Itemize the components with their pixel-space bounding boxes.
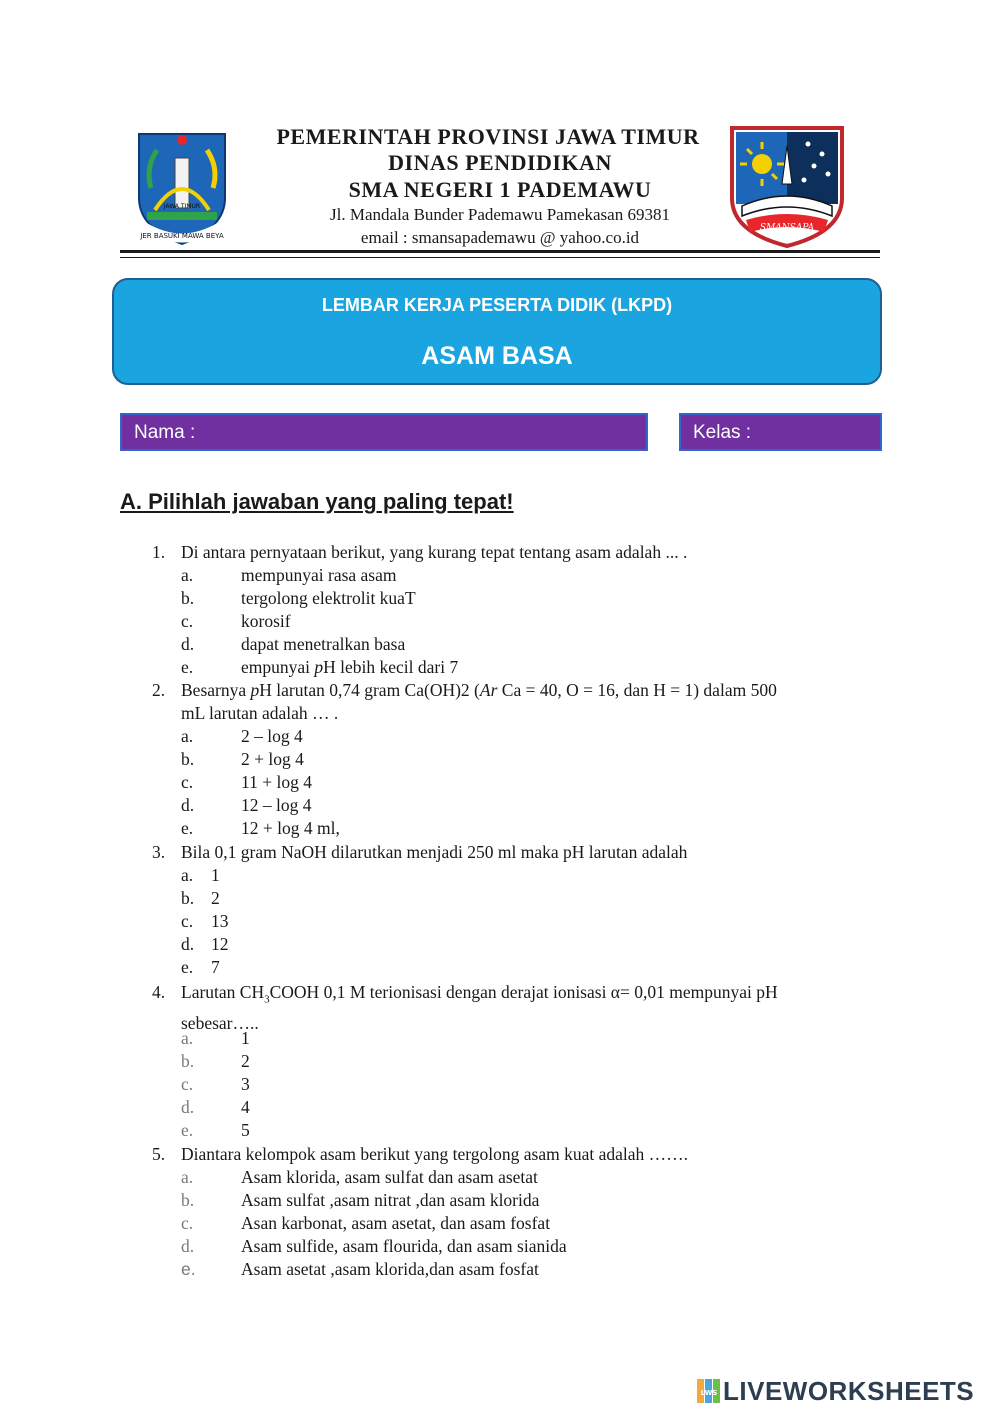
option-text: empunyai pH lebih kecil dari 7 [241, 657, 459, 677]
option-letter: d. [181, 934, 195, 954]
option-letter: e. [181, 957, 194, 977]
svg-text:JER BASUKI MAWA BEYA: JER BASUKI MAWA BEYA [140, 232, 224, 240]
liveworksheets-mark-icon [697, 1379, 721, 1408]
letterhead-address: Jl. Mandala Bunder Pademawu Pamekasan 69381 [330, 205, 670, 224]
option-text: 2 [241, 1051, 250, 1071]
option-text: tergolong elektrolit kuaT [241, 588, 416, 608]
option-letter: d. [181, 1097, 195, 1117]
letterhead-rule-thick [120, 250, 880, 253]
option-text: korosif [241, 611, 291, 631]
option-text: 12 – log 4 [241, 795, 312, 815]
option-text: 3 [241, 1074, 250, 1094]
option-letter: a. [181, 565, 194, 585]
option-letter: d. [181, 1236, 195, 1256]
option-text: Asan karbonat, asam asetat, dan asam fosfat [241, 1213, 551, 1233]
option-text: 13 [211, 911, 229, 931]
class-field[interactable] [679, 413, 882, 451]
option-text: 2 + log 4 [241, 749, 304, 769]
question-text: Besarnya pH larutan 0,74 gram Ca(OH)2 (Ar Ca = 40, O = 16, dan H = 1) dalam 500 [181, 680, 777, 700]
question-text: Bila 0,1 gram NaOH dilarutkan menjadi 250 ml maka pH larutan adalah [181, 842, 688, 862]
option-letter: b. [181, 1190, 195, 1210]
option-text: 12 [211, 934, 229, 954]
section-title: A. Pilihlah jawaban yang paling tepat! [120, 489, 514, 514]
option-letter: a. [181, 865, 194, 885]
question-1 [152, 541, 892, 564]
question-number: 5. [152, 1144, 166, 1164]
option-letter: e. [181, 1259, 196, 1279]
option-letter: e. [181, 818, 194, 838]
option-text: Asam asetat ,asam klorida,dan asam fosfat [241, 1259, 539, 1279]
question-text: Larutan $CH_3COOH$ 0,1 M terionisasi dengan derajat ionisasi α= 0,01 mempunyai pH [181, 982, 778, 1006]
question-number: 1. [152, 542, 166, 562]
option-letter: c. [181, 1213, 194, 1233]
letterhead-rule-thin [120, 257, 880, 258]
option-letter: b. [181, 749, 195, 769]
letterhead-school: SMA NEGERI 1 PADEMAWU [348, 177, 652, 202]
option-text: Asam sulfide, asam flourida, dan asam sianida [241, 1236, 567, 1256]
option-text: 4 [241, 1097, 250, 1117]
option-letter: d. [181, 795, 195, 815]
question-2 [152, 679, 892, 725]
option-letter: d. [181, 634, 195, 654]
question-text: Di antara pernyataan berikut, yang kurang tepat tentang asam adalah ... . [181, 542, 688, 562]
option-letter: a. [181, 726, 194, 746]
question-text: Diantara kelompok asam berikut yang tergolong asam kuat adalah ……. [181, 1144, 689, 1164]
question-number: 2. [152, 680, 166, 700]
option-letter: e. [181, 1120, 194, 1140]
option-text: 7 [211, 957, 220, 977]
name-field[interactable] [120, 413, 648, 451]
option-text: Asam klorida, asam sulfat dan asam asetat [241, 1167, 538, 1187]
name-label: Nama : [134, 422, 196, 443]
class-label: Kelas : [693, 422, 752, 443]
question-4 [152, 981, 892, 1035]
worksheet-title-banner [112, 278, 882, 385]
question-text-line2: sebesar….. [181, 1012, 259, 1033]
option-letter: c. [181, 611, 194, 631]
option-text: 1 [241, 1028, 250, 1048]
option-letter: b. [181, 1051, 195, 1071]
worksheet-subtitle: LEMBAR KERJA PESERTA DIDIK (LKPD) [321, 295, 673, 315]
worksheet-title: ASAM BASA [421, 342, 573, 370]
option-text: 2 [211, 888, 220, 908]
svg-text:JAWA TIMUR: JAWA TIMUR [163, 203, 201, 210]
option-letter: c. [181, 1074, 194, 1094]
option-text: Asam sulfat ,asam nitrat ,dan asam klorida [241, 1190, 540, 1210]
option-text: 12 + log 4 ml, [241, 818, 340, 838]
svg-text:SMANSAPA: SMANSAPA [759, 223, 815, 233]
question-text-line2: mL larutan adalah … . [181, 703, 339, 723]
liveworksheets-watermark[interactable]: LIVEWORKSHEETS [723, 1376, 975, 1406]
letterhead-government: PEMERINTAH PROVINSI JAWA TIMUR [276, 124, 700, 149]
letterhead-email: email : smansapademawu @ yahoo.co.id [360, 228, 640, 247]
option-letter: a. [181, 1167, 194, 1187]
question-5 [152, 1143, 892, 1166]
option-text: 5 [241, 1120, 250, 1140]
option-text: 11 + log 4 [241, 772, 312, 792]
option-letter: c. [181, 911, 194, 931]
option-letter: b. [181, 888, 195, 908]
option-text: 2 – log 4 [241, 726, 303, 746]
option-letter: c. [181, 772, 194, 792]
option-letter: b. [181, 588, 195, 608]
option-text: dapat menetralkan basa [241, 634, 406, 654]
option-text: mempunyai rasa asam [241, 565, 397, 585]
smansapa-school-logo [728, 124, 846, 248]
question-number: 4. [152, 982, 166, 1002]
option-text: 1 [211, 865, 220, 885]
question-3 [152, 841, 892, 864]
option-letter: e. [181, 657, 194, 677]
letterhead-department: DINAS PENDIDIKAN [388, 150, 612, 175]
svg-text:LWS: LWS [700, 1389, 718, 1397]
option-letter: a. [181, 1028, 194, 1048]
question-number: 3. [152, 842, 166, 862]
